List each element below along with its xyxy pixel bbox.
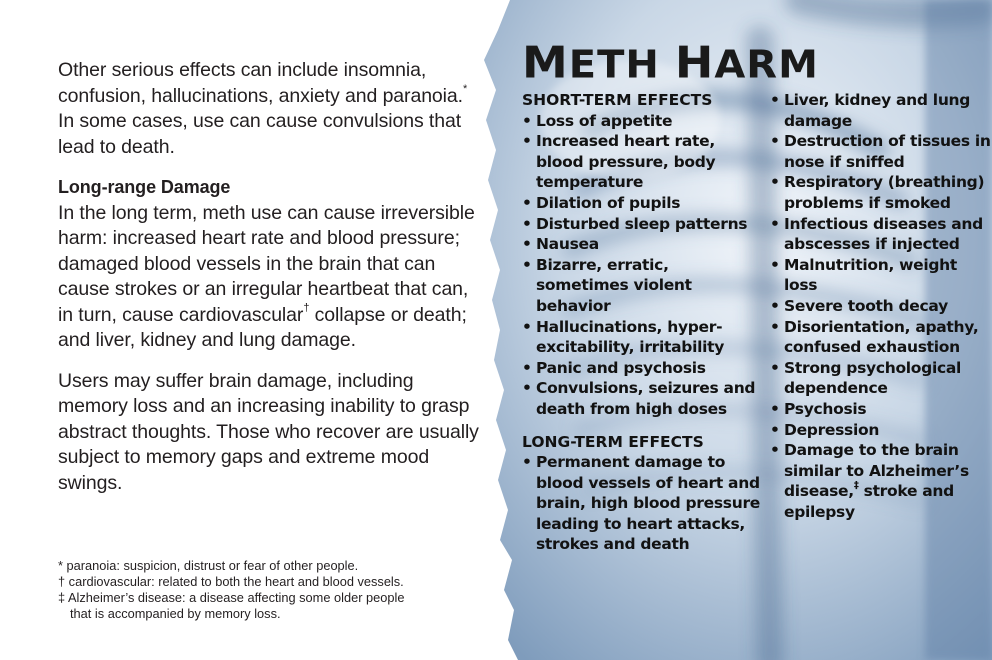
list-item: • Convulsions, seizures and death from high doses	[522, 378, 760, 419]
footnote-mark: ‡	[853, 480, 859, 492]
short-term-list	[522, 111, 760, 420]
main-text	[58, 58, 488, 511]
list-item: • Disorientation, apathy, confused exhaustion	[770, 317, 992, 358]
list-item: • Hallucinations, hyper-excitability, irritability	[522, 317, 760, 358]
meth-harm-panel	[470, 0, 992, 660]
paragraph-effects: Other serious effects can include insomnia, confusion, hallucinations, anxiety and paranoia.* In some cases, use can cause convulsions that lead to death.	[58, 59, 468, 158]
list-item: • Permanent damage to blood vessels of heart and brain, high blood pressure leading to heart attacks, strokes and death	[522, 452, 760, 555]
list-item: • Strong psychological dependence	[770, 358, 992, 399]
footnote-mark: †	[303, 302, 310, 314]
list-item: • Disturbed sleep patterns	[522, 214, 760, 235]
list-item: • Malnutrition, weight loss	[770, 255, 992, 296]
list-item: • Panic and psychosis	[522, 358, 760, 379]
panel-title: METH HARM	[522, 36, 819, 88]
long-term-list-continued	[770, 90, 992, 522]
list-item: • Increased heart rate, blood pressure, body temperature	[522, 131, 760, 193]
list-item: • Depression	[770, 420, 992, 441]
footnote-paranoia: * paranoia: suspicion, distrust or fear of other people.	[58, 558, 359, 573]
footnotes	[58, 558, 488, 622]
long-term-heading: LONG-TERM EFFECTS	[522, 432, 704, 451]
short-term-heading: SHORT-TERM EFFECTS	[522, 91, 713, 109]
paragraph-brain-damage: Users may suffer brain damage, including memory loss and an increasing inability to grasp abstract thoughts. Those who recover are usually subject to memory gaps and extreme mood swings.	[58, 369, 479, 494]
list-item: • Severe tooth decay	[770, 296, 992, 317]
effects-column-2	[770, 90, 992, 522]
footnote-alzheimers: ‡ Alzheimer’s disease: a disease affecting some older people	[58, 590, 405, 605]
paragraph-long-range: Long-range Damage In the long term, meth use can cause irreversible harm: increased heart rate and blood pressure; damaged blood vessels in the brain that can cause strokes or an irregular heartbeat that can, in turn, cause cardiovascular† collapse or death; and liver, kidney and lung damage.	[58, 175, 488, 354]
list-item: • Nausea	[522, 234, 760, 255]
list-item: • Liver, kidney and lung damage	[770, 90, 992, 131]
list-item: • Dilation of pupils	[522, 193, 760, 214]
list-item: • Damage to the brain similar to Alzheimer’s disease,‡ stroke and epilepsy	[770, 440, 992, 522]
list-item: • Destruction of tissues in nose if sniffed	[770, 131, 992, 172]
list-item: • Respiratory (breathing) problems if smoked	[770, 172, 992, 213]
footnote-cardiovascular: † cardiovascular: related to both the heart and blood vessels.	[58, 574, 404, 589]
footnote-mark: *	[462, 83, 468, 95]
effects-column-1	[522, 90, 760, 555]
long-term-list	[522, 452, 760, 555]
list-item: • Loss of appetite	[522, 111, 760, 132]
subheading-long-range: Long-range Damage	[58, 177, 231, 197]
list-item: • Bizarre, erratic, sometimes violent behavior	[522, 255, 760, 317]
list-item: • Psychosis	[770, 399, 992, 420]
footnote-alzheimers-cont: that is accompanied by memory loss.	[70, 606, 281, 621]
list-item: • Infectious diseases and abscesses if injected	[770, 214, 992, 255]
